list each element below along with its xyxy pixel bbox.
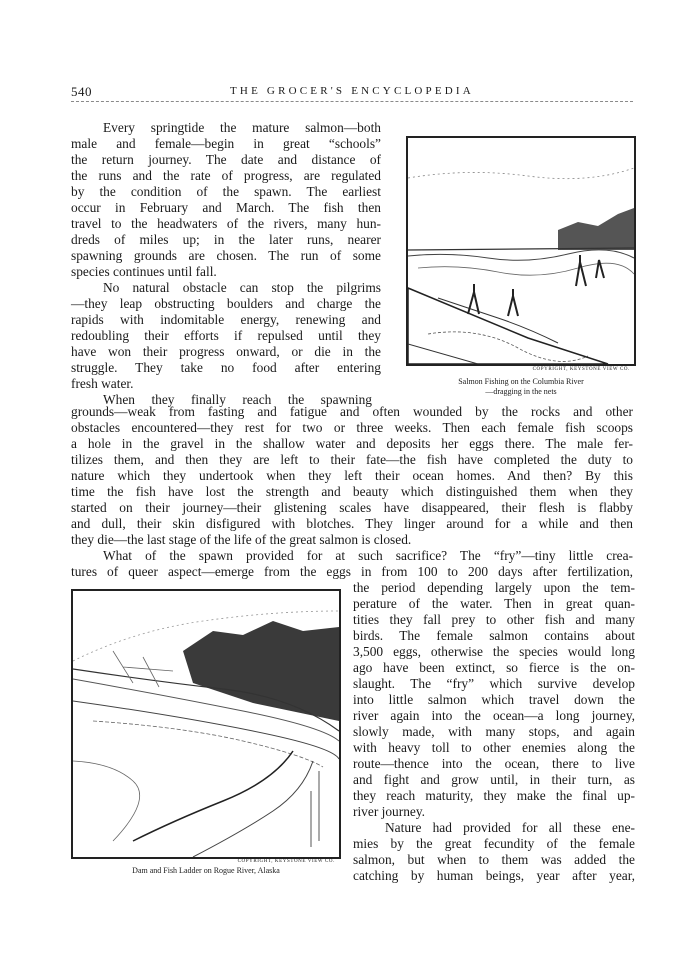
text-line: and fight and grow until, in their turn, as	[353, 772, 635, 787]
text-line: they reach maturity, they make the final up-	[353, 788, 635, 803]
text-line: have won their progress onward, or die in the	[71, 344, 381, 359]
text-line: When they finally reach the spawning	[103, 392, 372, 407]
text-line: nature which they undertook when they left their ocean homes. And then? By this	[71, 468, 633, 483]
text-line: tilizes them, and then they are left to their fate—the fish have completed the duty to	[71, 452, 633, 467]
text-line: salmon, but when to them was added the	[353, 852, 635, 867]
text-line: —they leap obstructing boulders and charge the	[71, 296, 381, 311]
text-line: the return journey. The date and distance of	[71, 152, 381, 167]
text-line: fresh water.	[71, 376, 134, 391]
text-line: route—thence into the ocean, there to live	[353, 756, 635, 771]
text-line: catching by human beings, year after year,	[353, 868, 635, 883]
text-line: occur in February and March. The fish then	[71, 200, 381, 215]
text-line: grounds—weak from fasting and fatigue and often wounded by the rocks and other	[71, 404, 633, 419]
text-line: by the condition of the spawn. The earliest	[71, 184, 381, 199]
text-line: tities they fall prey to other fish and many	[353, 612, 635, 627]
text-line: slowly made, with many stops, and again	[353, 724, 635, 739]
text-line: No natural obstacle can stop the pilgrims	[103, 280, 381, 295]
text-line: slaught. The “fry” which survive develop	[353, 676, 635, 691]
text-line: redoubling their efforts if repulsed until they	[71, 328, 381, 343]
text-line: species continues until fall.	[71, 264, 217, 279]
text-line: started on their journey—their glistening scales have disappeared, their flesh is flabby	[71, 500, 633, 515]
top-photo-credit: COPYRIGHT, KEYSTONE VIEW CO.	[532, 367, 630, 372]
text-line: birds. The female salmon contains about	[353, 628, 635, 643]
text-line: the runs and the rate of progress, are regulated	[71, 168, 381, 183]
text-line: they die—the last stage of the life of the great salmon is closed.	[71, 532, 412, 547]
dam-fish-ladder-illustration	[73, 591, 339, 857]
text-line: rapids with indomitable energy, renewing and	[71, 312, 381, 327]
text-line: with heavy toll to other enemies along the	[353, 740, 635, 755]
top-photo-caption: Salmon Fishing on the Columbia River	[458, 377, 584, 386]
fishing-scene-illustration	[408, 138, 634, 364]
running-title: THE GROCER'S ENCYCLOPEDIA	[230, 85, 474, 97]
text-line: river journey.	[353, 804, 426, 819]
bottom-photo-credit: COPYRIGHT, KEYSTONE VIEW CO.	[237, 859, 335, 864]
rogue-river-photo	[71, 589, 341, 859]
text-line: struggle. They take no food after entering	[71, 360, 381, 375]
text-line: 3,500 eggs, otherwise the species would long	[353, 644, 635, 659]
header-rule	[71, 101, 633, 102]
text-line: mies by the great fecundity of the female	[353, 836, 635, 851]
text-line: and dull, their skin disfigured with blotches. They linger around for a while and then	[71, 516, 633, 531]
text-line: What of the spawn provided for at such sacrifice? The “fry”—tiny little crea-	[103, 548, 633, 563]
text-line: perature of the water. Then in great quan-	[353, 596, 635, 611]
text-line: travel to the headwaters of the rivers, many hun-	[71, 216, 381, 231]
text-line: Nature had provided for all these ene-	[385, 820, 635, 835]
bottom-photo-caption: Dam and Fish Ladder on Rogue River, Alaska	[132, 866, 280, 875]
text-line: dreds of miles up; in the later runs, nearer	[71, 232, 381, 247]
text-line: a hole in the gravel in the shallow water and deposits her eggs there. The male fer-	[71, 436, 633, 451]
text-line: river again into the ocean—a long journey,	[353, 708, 635, 723]
text-line: male and female—begin in great “schools”	[71, 136, 381, 151]
columbia-river-photo	[406, 136, 636, 366]
text-line: spawning grounds are chosen. The run of some	[71, 248, 381, 263]
text-line: Every springtide the mature salmon—both	[103, 120, 381, 135]
text-line: the period depending largely upon the tem-	[353, 580, 635, 595]
page-number: 540	[71, 84, 92, 99]
text-line: time the fish have lost the strength and beauty which distinguished them when they	[71, 484, 633, 499]
text-line: tures of queer aspect—emerge from the eggs in from 100 to 200 days after fertilization,	[71, 564, 633, 579]
text-line: ago have been extinct, so fierce is the on-	[353, 660, 635, 675]
text-line: obstacles encountered—they rest for two or three weeks. Then each female fish scoops	[71, 420, 633, 435]
text-line: into little salmon which travel down the	[353, 692, 635, 707]
top-photo-caption-line2: —dragging in the nets	[485, 387, 557, 396]
